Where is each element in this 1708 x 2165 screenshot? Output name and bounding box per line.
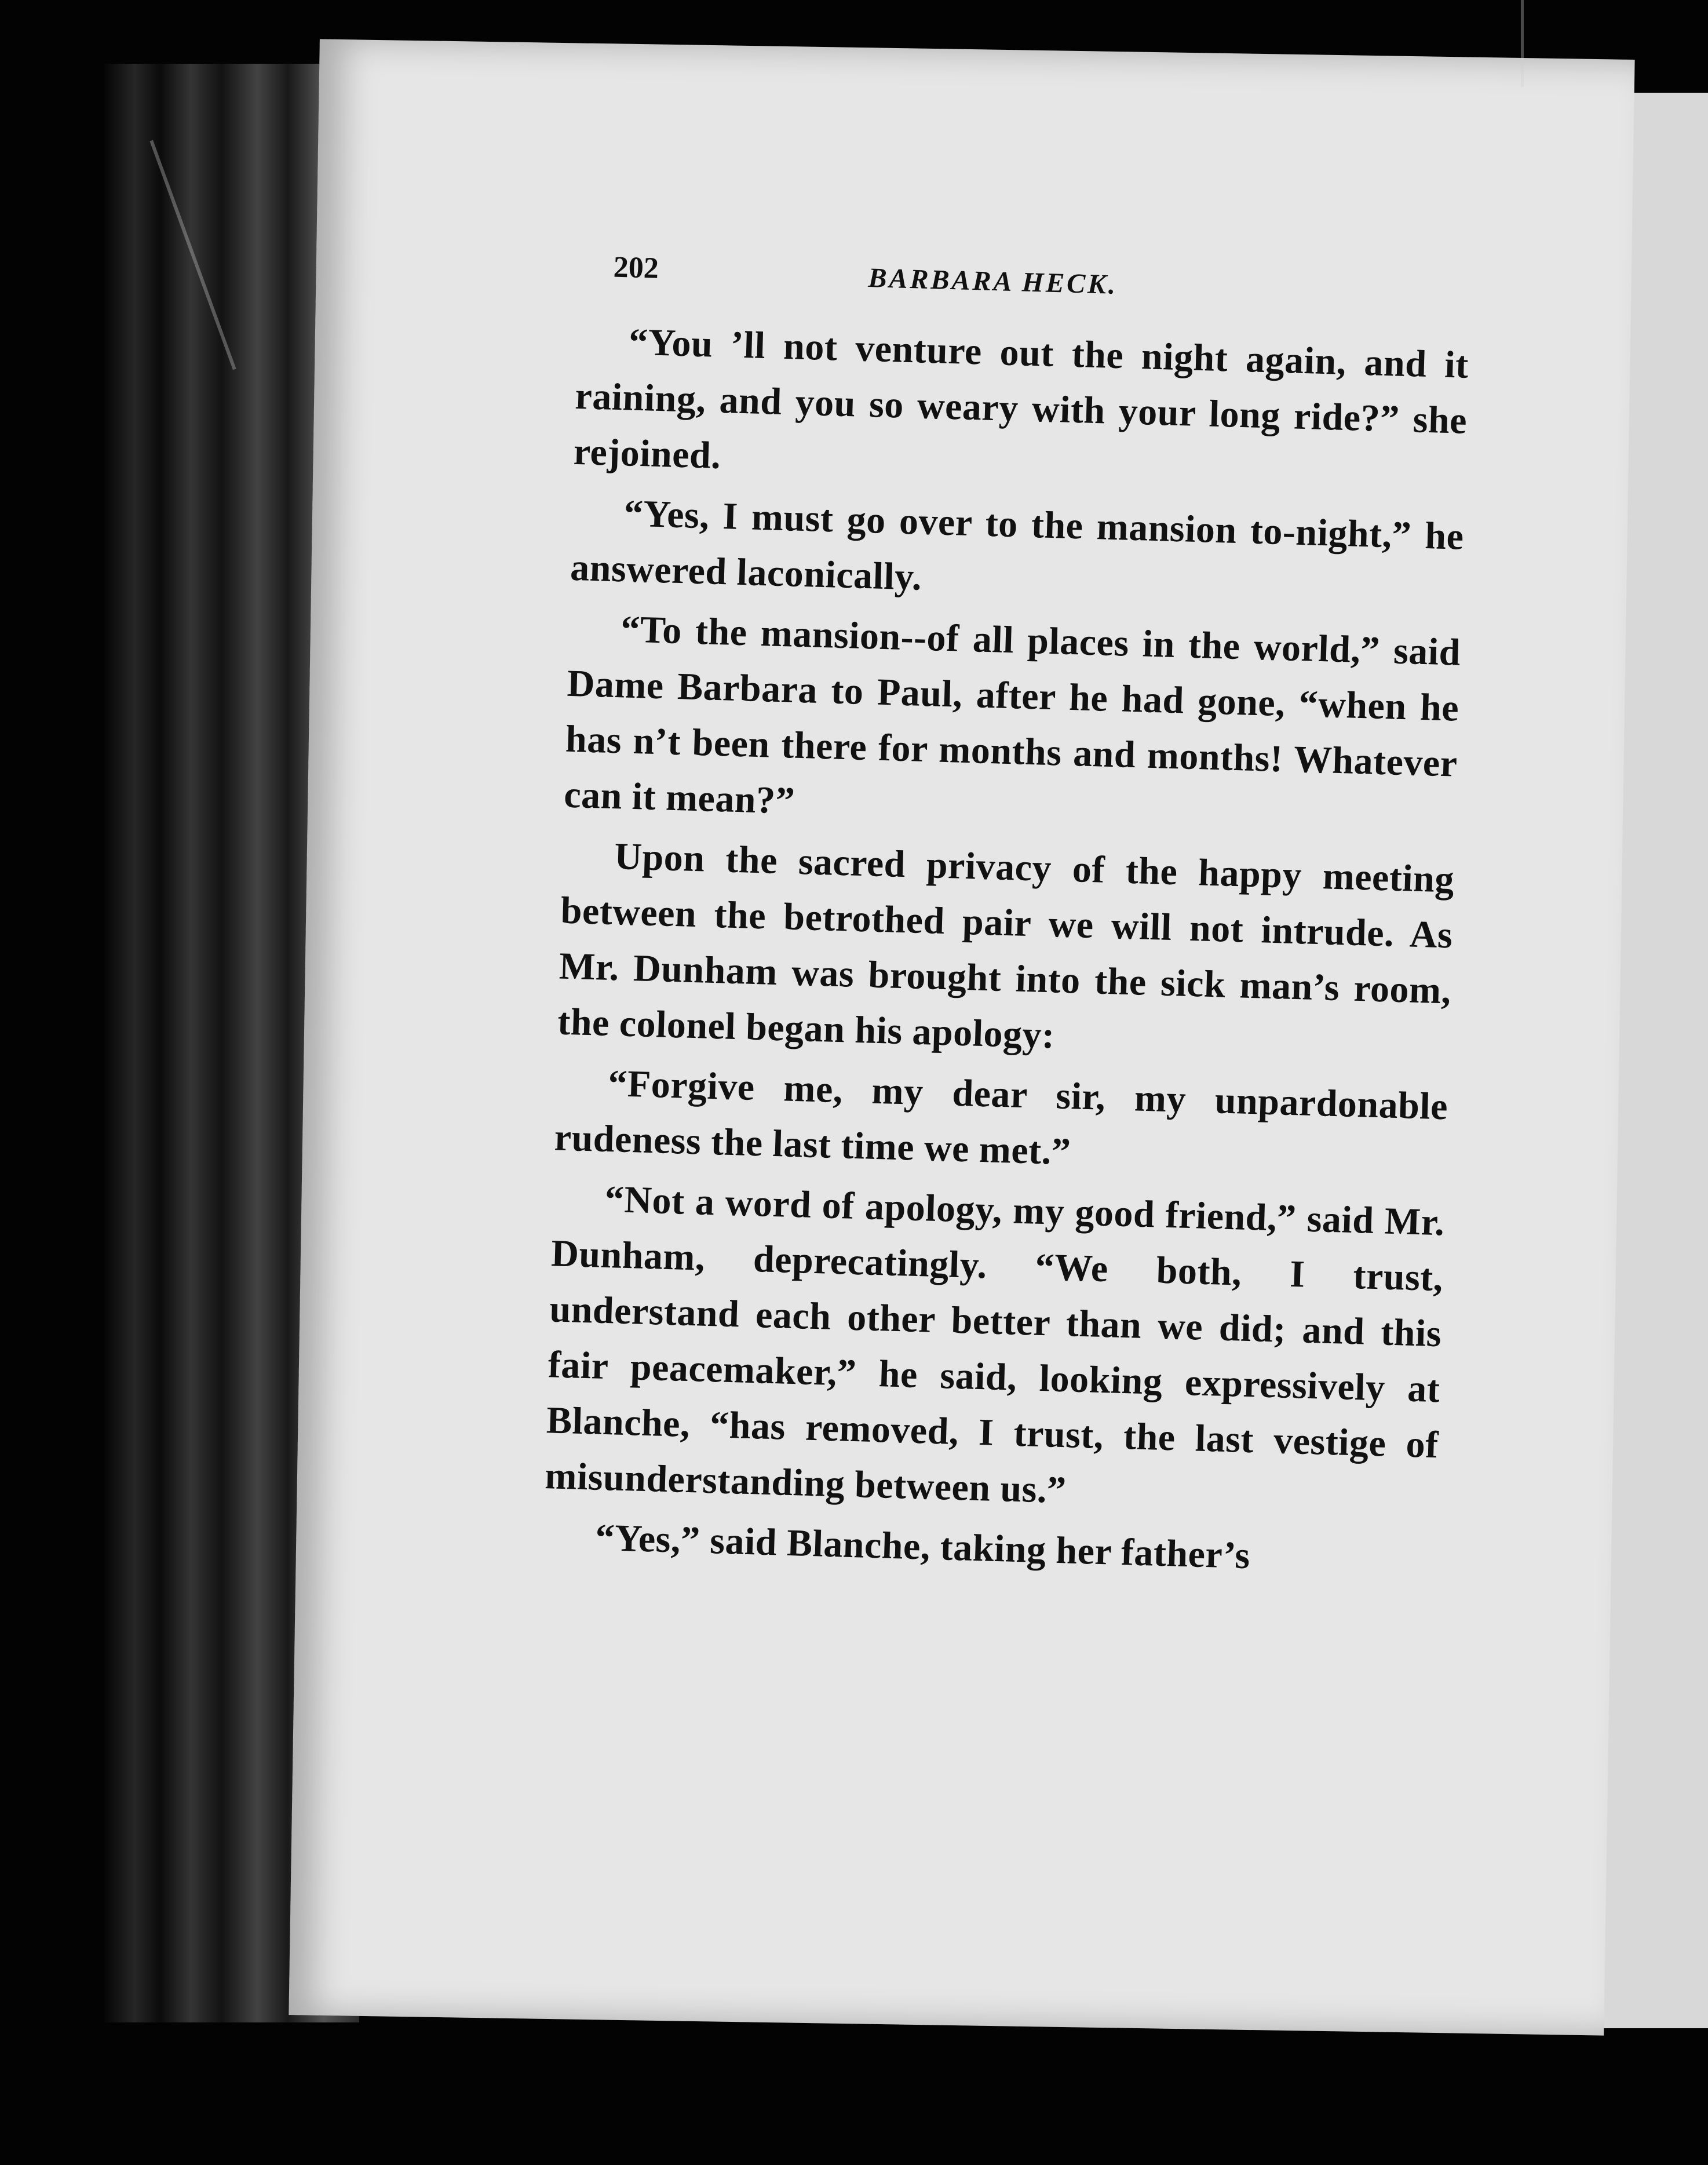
- paragraph: “Yes, I must go over to the mansion to-night,” he answered laconically.: [570, 492, 1465, 599]
- paragraph: “Not a word of apology, my good friend,” said Mr. Dunham, deprecatingly. “We both, I trust, understand each other better than we did; and this fair peacemaker,” he said, looking expressively at Blanche, “has removed, I trust, the last vestige of misunderstanding between us.”: [544, 1178, 1446, 1512]
- film-scratch: [1521, 0, 1524, 87]
- page-number: 202: [613, 250, 659, 285]
- running-title: BARBARA HECK.: [867, 262, 1118, 300]
- page-text: [542, 243, 1471, 1589]
- paragraph: “Yes,” said Blanche, taking her father’s: [594, 1516, 1251, 1577]
- paragraph: “To the mansion--of all places in the world,” said Dame Barbara to Paul, after he had gone, “when he has n’t been there for months and months! Whatever can it mean?”: [563, 608, 1461, 822]
- paragraph: Upon the sacred privacy of the happy meeting between the betrothed pair we will not intrude. As Mr. Dunham was brought into the sick man’s room, the colonel began his apology:: [557, 835, 1455, 1057]
- paragraph: “Forgive me, my dear sir, my unpardonable rudeness the last time we met.”: [553, 1062, 1449, 1173]
- paragraph: “You ’ll not venture out the night again, and it raining, and you so weary with your long ride?” she rejoined.: [572, 320, 1469, 477]
